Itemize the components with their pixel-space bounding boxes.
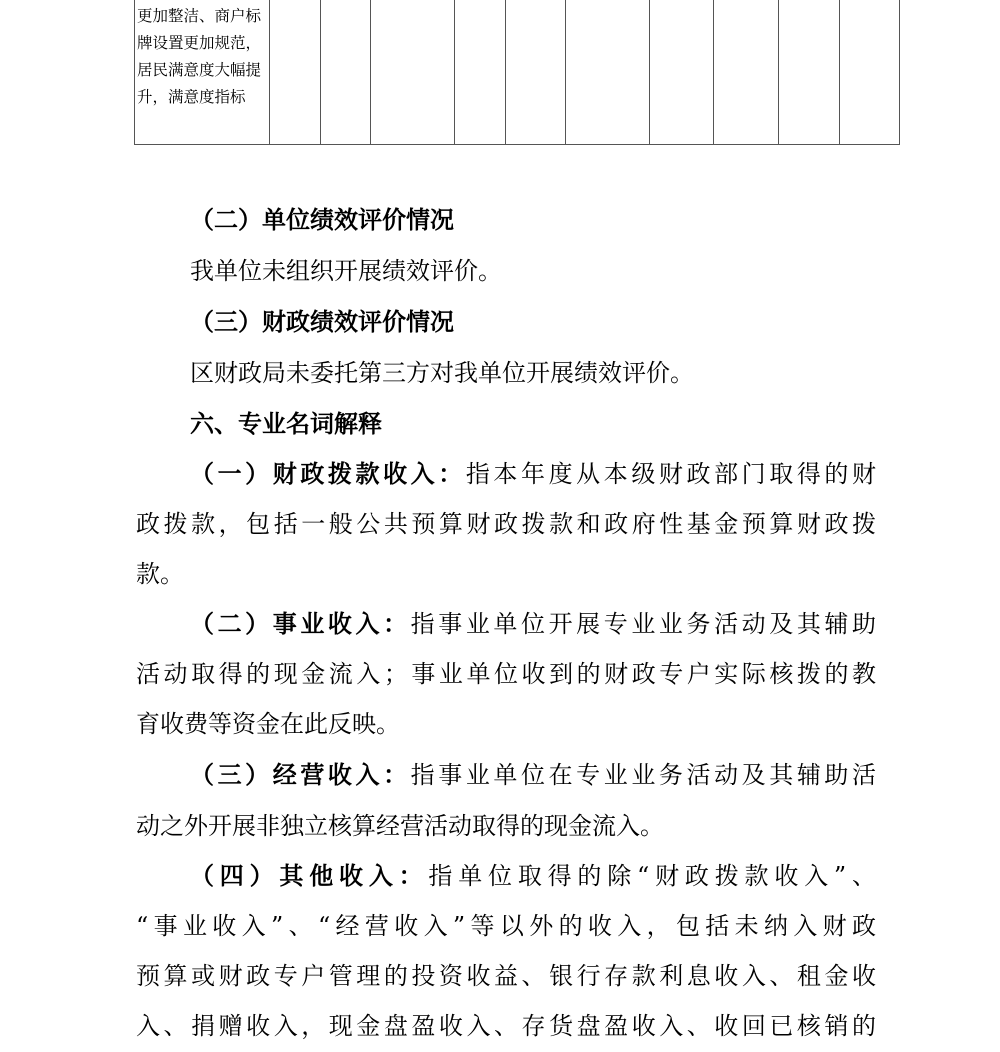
table-cell-indicator: 更加整洁、商户标牌设置更加规范，居民满意度大幅提升，满意度指标: [135, 0, 270, 145]
line-text: 政拨款，包括一般公共预算财政拨款和政府性基金预算财政拨: [136, 510, 876, 538]
performance-table: [134, 0, 900, 145]
section-heading: [190, 205, 876, 235]
line-text: 动之外开展非独立核算经营活动取得的现金流入。: [136, 812, 664, 840]
section-heading: [190, 409, 876, 439]
line-text: 我单位未组织开展绩效评价。: [190, 257, 502, 285]
paragraph-line: [136, 509, 876, 539]
paragraph-line: [136, 911, 876, 941]
paragraph-line: [190, 760, 876, 790]
term-label: （三）经营收入：: [190, 760, 411, 789]
table-cell: [779, 0, 840, 145]
paragraph-line: [190, 861, 876, 891]
table-cell: [714, 0, 779, 145]
term-label: （一）财政拨款收入：: [190, 459, 466, 488]
table-cell: [840, 0, 900, 145]
line-text: 育收费等资金在此反映。: [136, 710, 400, 738]
line-text: 指单位取得的除“财政拨款收入”、: [428, 862, 876, 890]
line-text: 指本年度从本级财政部门取得的财: [465, 460, 877, 488]
table-cell: [455, 0, 506, 145]
paragraph-line: [136, 659, 876, 689]
line-text: “事业收入”、“经营收入”等以外的收入，包括未纳入财政: [136, 912, 876, 940]
term-label: （二）事业收入：: [190, 609, 411, 638]
paragraph-line: [136, 559, 876, 589]
table-cell: [650, 0, 714, 145]
paragraph-line: [190, 256, 876, 286]
paragraph-line: [190, 609, 876, 639]
paragraph-line: [136, 1011, 876, 1041]
table-cell: [270, 0, 321, 145]
line-text: 款。: [136, 560, 184, 588]
line-text: 指事业单位开展专业业务活动及其辅助: [410, 610, 877, 638]
line-text: 预算或财政专户管理的投资收益、银行存款利息收入、租金收: [136, 962, 876, 990]
paragraph-line: [136, 961, 876, 991]
term-label: （四）其他收入：: [190, 861, 429, 890]
line-text: 入、捐赠收入，现金盘盈收入、存货盘盈收入、收回已核销的: [136, 1012, 876, 1040]
paragraph-line: [190, 358, 876, 388]
line-text: 区财政局未委托第三方对我单位开展绩效评价。: [190, 359, 694, 387]
term-label: 六、专业名词解释: [190, 409, 382, 438]
table-cell: [371, 0, 455, 145]
paragraph-line: [136, 811, 876, 841]
term-label: （二）单位绩效评价情况: [190, 205, 454, 234]
table-cell: [506, 0, 566, 145]
paragraph-line: [136, 709, 876, 739]
line-text: 指事业单位在专业业务活动及其辅助活: [410, 761, 877, 789]
table-cell: [321, 0, 371, 145]
section-heading: [190, 307, 876, 337]
term-label: （三）财政绩效评价情况: [190, 307, 454, 336]
line-text: 活动取得的现金流入；事业单位收到的财政专户实际核拨的教: [136, 660, 876, 688]
paragraph-line: [190, 459, 876, 489]
table-cell: [566, 0, 650, 145]
